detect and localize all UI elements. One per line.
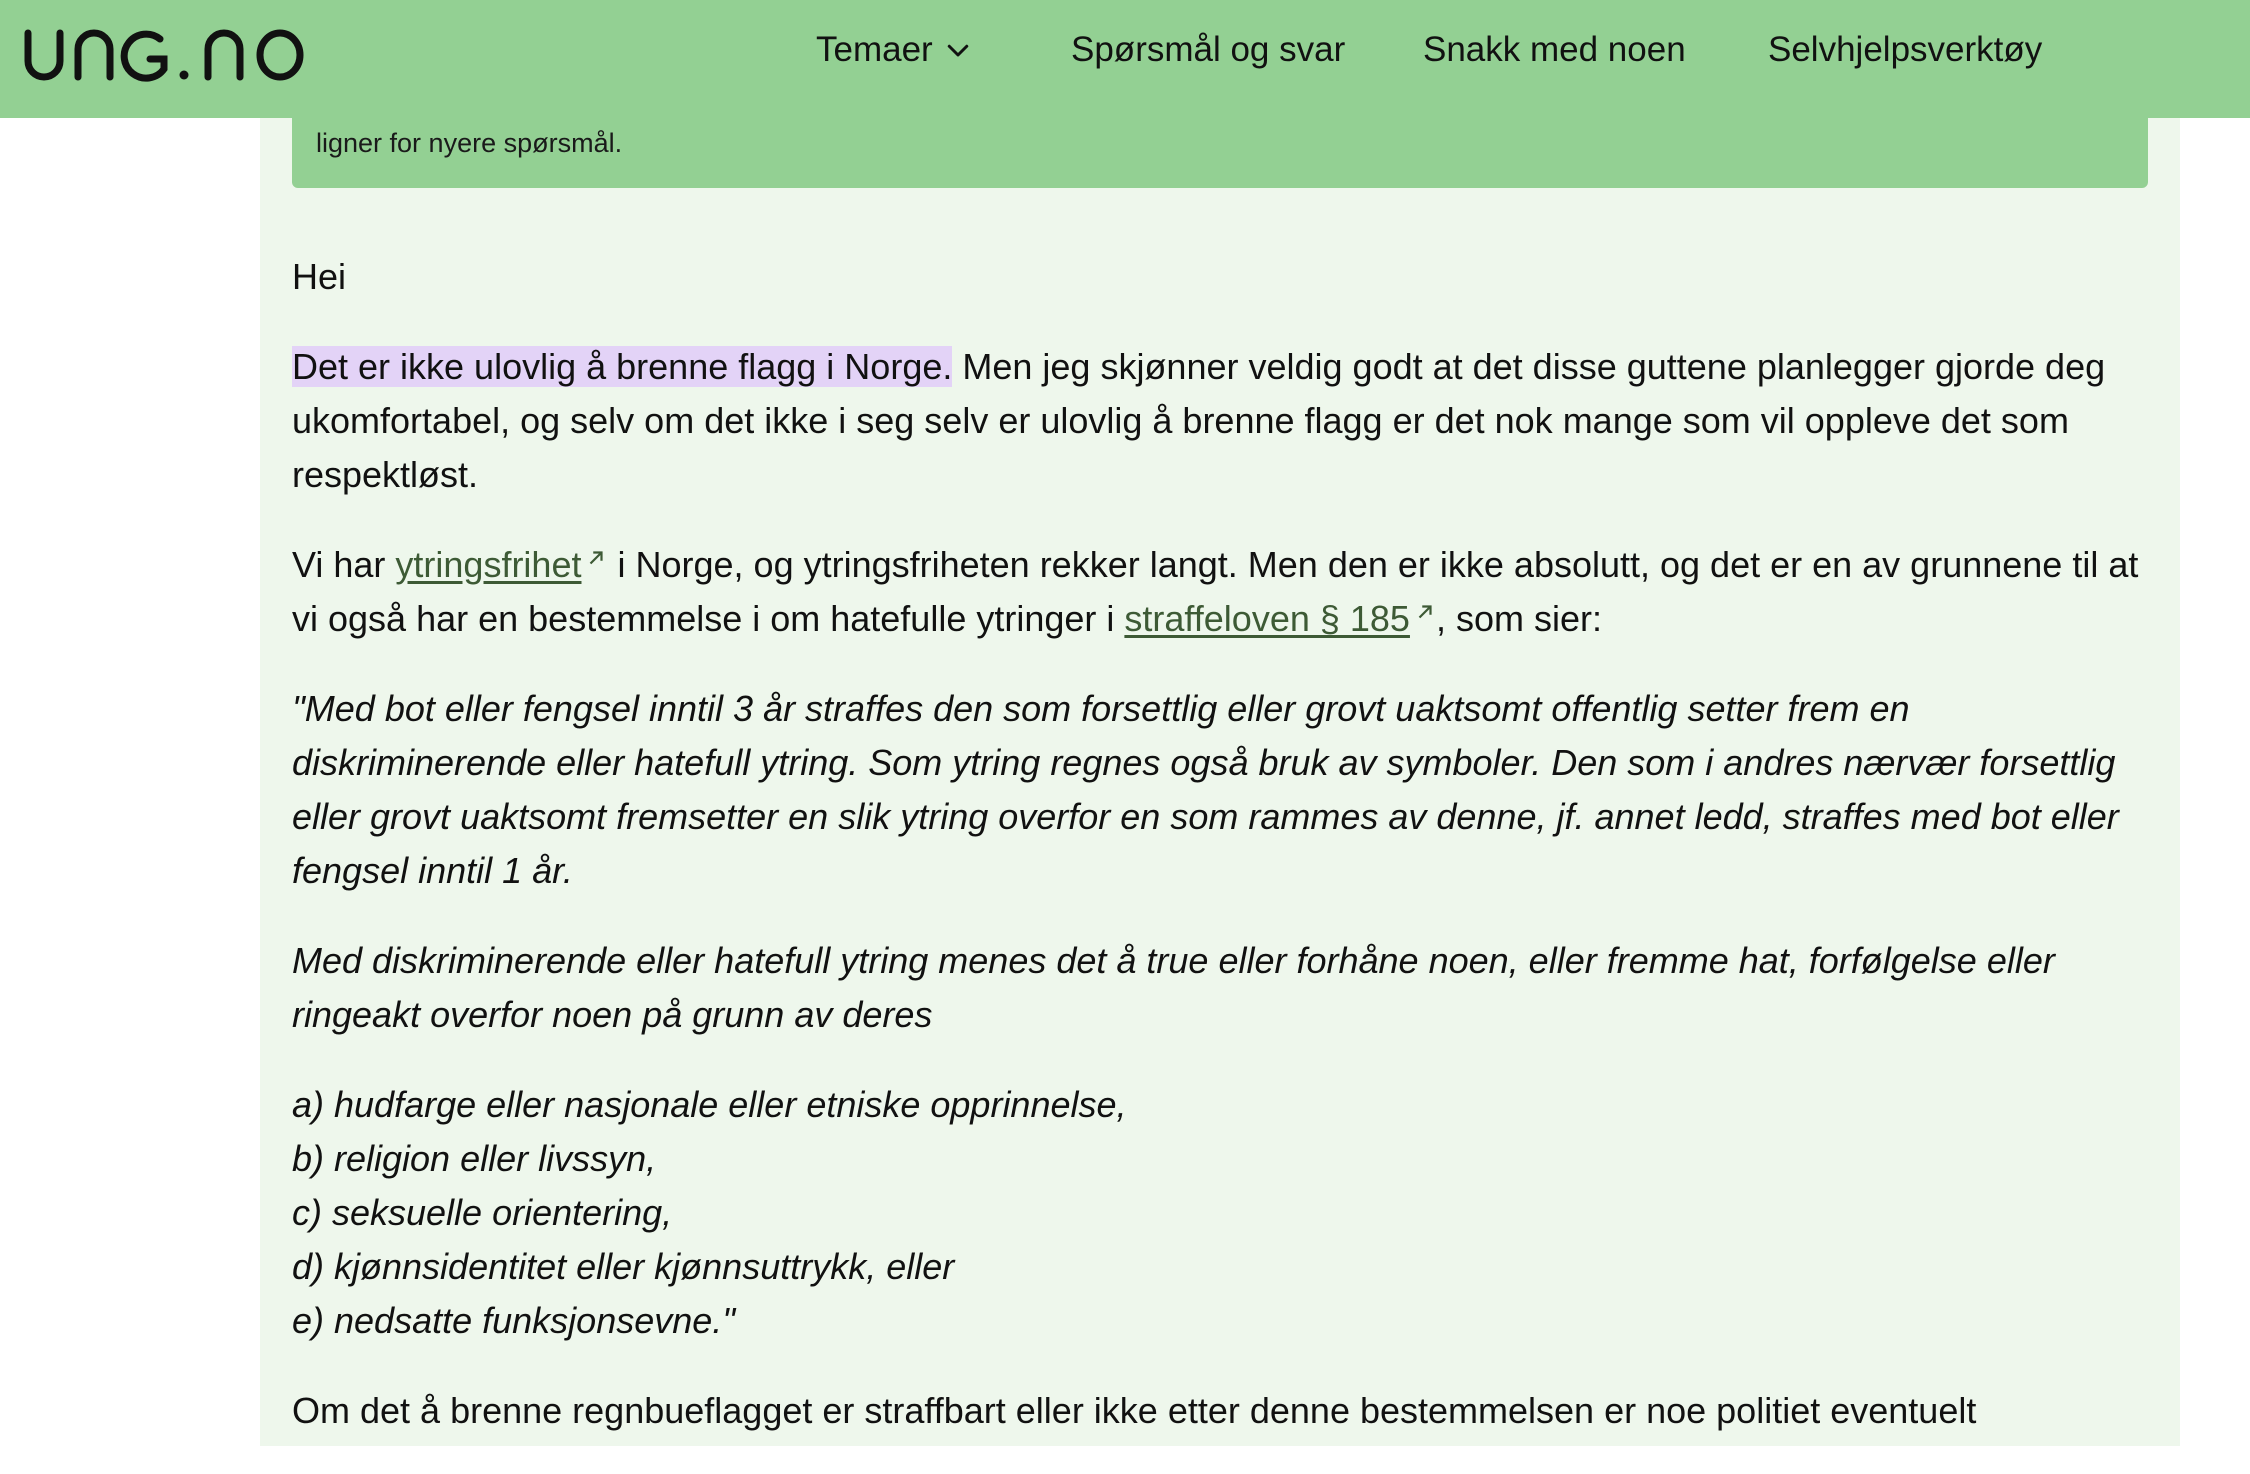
site-header xyxy=(0,0,2250,118)
nav-item-temaer[interactable] xyxy=(816,30,973,70)
law-quote-1: "Med bot eller fengsel inntil 3 år straffes den som forsettlig eller grovt uaktsomt offentlig setter frem en diskriminerende eller hatefull ytring. Som ytring regnes også bruk av symboler. Den som i andres nærvær forsettlig eller grovt uaktsomt fremsetter en slik ytring overfor en som rammes av denne, jf. annet ledd, straffes med bot eller fengsel inntil 1 år. xyxy=(292,688,2119,891)
external-link-icon xyxy=(585,547,607,569)
nav-item-label: Temaer xyxy=(816,30,933,69)
link-straffeloven[interactable]: straffeloven § 185 xyxy=(1124,598,1410,639)
greeting: Hei xyxy=(292,256,347,297)
main-nav xyxy=(0,0,2250,110)
law-list xyxy=(292,1078,2162,1348)
nav-item-questions[interactable] xyxy=(1071,30,1345,70)
nav-item-label: Selvhjelpsverktøy xyxy=(1768,30,2043,69)
paragraph-2 xyxy=(292,538,2162,646)
paragraph-last: Om det å brenne regnbueflagget er straffbart eller ikke etter denne bestemmelsen er noe politiet eventuelt xyxy=(292,1390,1977,1431)
list-item: e) nedsatte funksjonsevne." xyxy=(292,1300,736,1341)
list-item: c) seksuelle orientering, xyxy=(292,1192,673,1233)
law-quote-2: Med diskriminerende eller hatefull ytring menes det å true eller forhåne noen, eller fremme hat, forfølgelse eller ringeakt overfor noen på grunn av deres xyxy=(292,940,2055,1035)
external-link-icon xyxy=(1414,601,1436,623)
nav-item-talk[interactable] xyxy=(1423,30,1686,70)
paragraph-text: Men jeg skjønner veldig godt at det disse guttene planlegger gjorde deg ukomfortabel, og selv om det ikke i seg selv er ulovlig å brenne flagg er det nok mange som vil oppleve det som respektløst. xyxy=(292,346,2106,495)
article-body xyxy=(292,250,2162,1474)
list-item: d) kjønnsidentitet eller kjønnsuttrykk, eller xyxy=(292,1246,955,1287)
paragraph-text: , som sier: xyxy=(1435,598,1602,639)
link-ytringsfrihet[interactable]: ytringsfrihet xyxy=(395,544,582,585)
nav-item-selfhelp[interactable] xyxy=(1768,30,2042,70)
paragraph-1 xyxy=(292,340,2162,502)
paragraph-text: Vi har xyxy=(292,544,396,585)
notice-text: ligner for nyere spørsmål. xyxy=(316,128,623,158)
nav-item-label: Spørsmål og svar xyxy=(1071,30,1346,69)
nav-item-label: Snakk med noen xyxy=(1423,30,1686,69)
paragraph-text: i Norge, og ytringsfriheten rekker langt. Men den er ikke absolutt, og det er en av grunnene til at vi også har en bestemmelse i om hatefulle ytringer i xyxy=(292,544,2139,639)
highlighted-text[interactable]: Det er ikke ulovlig å brenne flagg i Norge. xyxy=(292,346,953,387)
chevron-down-icon xyxy=(943,35,973,65)
list-item: a) hudfarge eller nasjonale eller etniske opprinnelse, xyxy=(292,1084,1127,1125)
list-item: b) religion eller livssyn, xyxy=(292,1138,657,1179)
